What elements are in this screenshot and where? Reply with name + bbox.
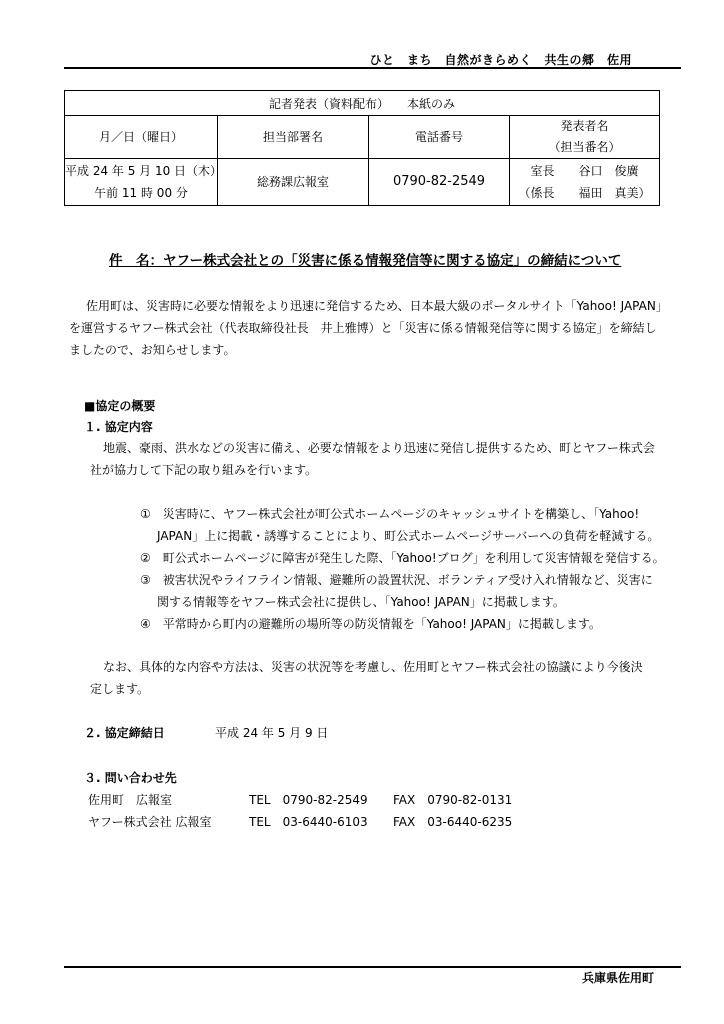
presenter-header-line1: 発表者名 — [560, 119, 609, 133]
item-1-line-2: JAPAN」上に掲載・誘導することにより、町公式ホームページサーバーへの負荷を軽減する。 — [157, 529, 660, 543]
note-line-1: なお、具体的な内容や方法は、災害の状況等を考慮し、佐用町とヤフー株式会社の協議により今後決 — [103, 660, 643, 674]
item-4: ④ 平常時から町内の避難所の場所等の防災情報を「Yahoo! JAPAN」に掲載します。 — [140, 617, 601, 631]
section3-heading: ３. 問い合わせ先 — [84, 771, 177, 785]
section1-line-2: 社が協力して下記の取り組みを行います。 — [90, 463, 318, 477]
release-date-cell — [65, 159, 223, 206]
item-3-line-2: 関する情報等をヤフー株式会社に提供し、「Yahoo! JAPAN」に掲載します。 — [157, 595, 565, 609]
section2-heading: ２. 協定締結日 — [84, 726, 165, 740]
item-2: ② 町公式ホームページに障害が発生した際、「Yahoo!ブログ」を利用して災害情報を発信する。 — [140, 551, 665, 565]
contact-1-tel: TEL 0790-82-2549 — [249, 793, 368, 807]
intro-line-3: ましたので、お知らせします。 — [69, 343, 236, 357]
intro-line-2: を運営するヤフー株式会社（代表取締役社長 井上雅博）と「災害に係る情報発信等に関する協定」を締結し — [69, 321, 657, 335]
release-date: 平成 24 年 5 月 10 日（木） — [65, 164, 223, 178]
col-phone-header: 電話番号 — [369, 116, 510, 159]
contact-2-org: ヤフー株式会社 広報室 — [88, 815, 212, 829]
contact-2-tel: TEL 03-6440-6103 — [249, 815, 368, 829]
presenter-cell — [510, 159, 660, 206]
col-date-header: 月／日（曜日） — [65, 116, 218, 159]
section1-heading: １. 協定内容 — [84, 420, 153, 434]
col-presenter-header — [510, 116, 660, 159]
agreement-date: 平成 24 年 5 月 9 日 — [215, 726, 329, 740]
header-rule — [64, 67, 681, 69]
release-time: 午前 11 時 00 分 — [94, 186, 188, 200]
footer-org: 兵庫県佐用町 — [581, 971, 654, 985]
intro-line-1: 佐用町は、災害時に必要な情報をより迅速に発信するため、日本最大級のポータルサイト「Yahoo! JAPAN」 — [86, 299, 668, 313]
phone-cell: 0790-82-2549 — [369, 159, 510, 206]
subject-title: 件 名：ヤフー株式会社との「災害に係る情報発信等に関する協定」の締結について — [109, 253, 622, 269]
overview-heading: ■協定の概要 — [84, 399, 156, 413]
header-slogan: ひと まち 自然がきらめく 共生の郷 佐用 — [369, 53, 632, 67]
contact-1-fax: FAX 0790-82-0131 — [393, 793, 513, 807]
presenter-line1: 室長 谷口 俊廣 — [530, 164, 639, 178]
col-department-header: 担当部署名 — [218, 116, 369, 159]
note-line-2: 定します。 — [90, 682, 150, 696]
item-1-line-1: ① 災害時に、ヤフー株式会社が町公式ホームページのキャッシュサイトを構築し、「Yahoo! — [140, 507, 640, 521]
footer-rule — [64, 966, 681, 968]
contact-2-fax: FAX 03-6440-6235 — [393, 815, 513, 829]
press-release-table — [64, 90, 660, 206]
department-cell: 総務課広報室 — [218, 159, 369, 206]
item-3-line-1: ③ 被害状況やライフライン情報、避難所の設置状況、ボランティア受け入れ情報など、災害に — [140, 573, 653, 587]
press-table-title: 記者発表（資料配布） 本紙のみ — [65, 91, 660, 116]
contact-1-org: 佐用町 広報室 — [88, 793, 173, 807]
presenter-line2: （係長 福田 真美） — [518, 186, 651, 200]
presenter-header-line2: （担当番名） — [548, 140, 621, 154]
section1-line-1: 地震、豪雨、洪水などの災害に備え、必要な情報をより迅速に発信し提供するため、町とヤフー株式会 — [103, 441, 655, 455]
